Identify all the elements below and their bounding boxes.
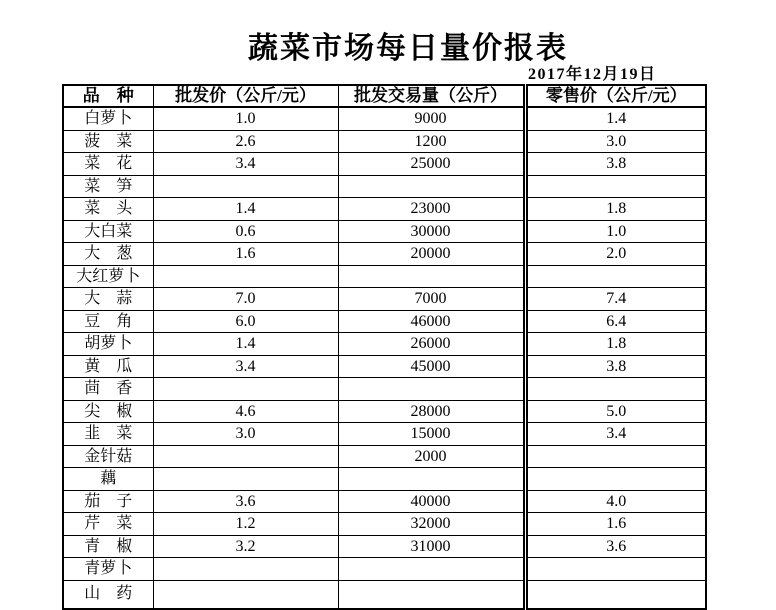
veg-name-cell: 青 椒 — [63, 535, 153, 558]
retail-price-cell: 3.6 — [525, 535, 706, 558]
volume-cell: 20000 — [338, 243, 525, 266]
retail-price-cell: 1.8 — [525, 333, 706, 356]
table-row — [63, 423, 706, 446]
table-row — [63, 175, 706, 198]
wholesale-price-cell: 6.0 — [153, 310, 338, 333]
col-header-retail-price: 零售价（公斤/元） — [525, 85, 706, 107]
retail-price-cell: 3.8 — [525, 355, 706, 378]
wholesale-price-cell: 1.4 — [153, 333, 338, 356]
table-row — [63, 243, 706, 266]
retail-price-cell: 7.4 — [525, 288, 706, 311]
table-row — [63, 265, 706, 288]
veg-name-cell: 黄 瓜 — [63, 355, 153, 378]
volume-cell: 23000 — [338, 198, 525, 221]
wholesale-price-cell: 3.6 — [153, 490, 338, 513]
volume-cell — [338, 580, 525, 609]
wholesale-price-cell — [153, 468, 338, 491]
col-header-variety: 品 种 — [63, 85, 153, 107]
header-row — [63, 85, 706, 107]
retail-price-cell — [525, 265, 706, 288]
retail-price-cell: 2.0 — [525, 243, 706, 266]
veg-name-cell: 韭 菜 — [63, 423, 153, 446]
volume-cell: 9000 — [338, 107, 525, 130]
volume-cell: 28000 — [338, 400, 525, 423]
wholesale-price-cell: 3.4 — [153, 355, 338, 378]
retail-price-cell: 3.4 — [525, 423, 706, 446]
retail-price-cell: 4.0 — [525, 490, 706, 513]
table-row — [63, 310, 706, 333]
table-row — [63, 107, 706, 130]
volume-cell: 30000 — [338, 220, 525, 243]
wholesale-price-cell — [153, 378, 338, 401]
volume-cell: 32000 — [338, 513, 525, 536]
retail-price-cell — [525, 468, 706, 491]
veg-name-cell: 茄 子 — [63, 490, 153, 513]
table-header — [63, 85, 706, 107]
veg-name-cell: 大 蒜 — [63, 288, 153, 311]
table-row — [63, 355, 706, 378]
price-table — [62, 84, 707, 610]
table-body — [63, 107, 706, 609]
retail-price-cell — [525, 558, 706, 581]
veg-name-cell: 白萝卜 — [63, 107, 153, 130]
col-header-wholesale-price: 批发价（公斤/元） — [153, 85, 338, 107]
table-row — [63, 490, 706, 513]
wholesale-price-cell: 0.6 — [153, 220, 338, 243]
veg-name-cell: 青萝卜 — [63, 558, 153, 581]
table-row — [63, 400, 706, 423]
table-row — [63, 580, 706, 609]
page-title: 蔬菜市场每日量价报表 — [248, 32, 568, 65]
wholesale-price-cell: 4.6 — [153, 400, 338, 423]
retail-price-cell — [525, 378, 706, 401]
retail-price-cell: 1.0 — [525, 220, 706, 243]
table-row — [63, 333, 706, 356]
retail-price-cell: 5.0 — [525, 400, 706, 423]
veg-name-cell: 菜 头 — [63, 198, 153, 221]
table-row — [63, 130, 706, 153]
volume-cell — [338, 378, 525, 401]
volume-cell — [338, 175, 525, 198]
retail-price-cell — [525, 175, 706, 198]
veg-name-cell: 菜 花 — [63, 153, 153, 176]
wholesale-price-cell: 3.2 — [153, 535, 338, 558]
wholesale-price-cell: 1.2 — [153, 513, 338, 536]
table-row — [63, 445, 706, 468]
wholesale-price-cell: 2.6 — [153, 130, 338, 153]
table-row — [63, 468, 706, 491]
volume-cell: 15000 — [338, 423, 525, 446]
table-row — [63, 535, 706, 558]
volume-cell: 7000 — [338, 288, 525, 311]
wholesale-price-cell — [153, 580, 338, 609]
wholesale-price-cell: 1.4 — [153, 198, 338, 221]
table-row — [63, 513, 706, 536]
volume-cell: 45000 — [338, 355, 525, 378]
wholesale-price-cell: 1.6 — [153, 243, 338, 266]
veg-name-cell: 尖 椒 — [63, 400, 153, 423]
table-row — [63, 558, 706, 581]
retail-price-cell: 6.4 — [525, 310, 706, 333]
retail-price-cell: 3.0 — [525, 130, 706, 153]
veg-name-cell: 大 葱 — [63, 243, 153, 266]
veg-name-cell: 胡萝卜 — [63, 333, 153, 356]
retail-price-cell: 3.8 — [525, 153, 706, 176]
report-date: 2017年12月19日 — [528, 66, 657, 83]
volume-cell: 25000 — [338, 153, 525, 176]
retail-price-cell: 1.8 — [525, 198, 706, 221]
retail-price-cell: 1.6 — [525, 513, 706, 536]
wholesale-price-cell: 3.4 — [153, 153, 338, 176]
veg-name-cell: 豆 角 — [63, 310, 153, 333]
volume-cell: 26000 — [338, 333, 525, 356]
volume-cell: 1200 — [338, 130, 525, 153]
retail-price-cell: 1.4 — [525, 107, 706, 130]
veg-name-cell: 大红萝卜 — [63, 265, 153, 288]
veg-name-cell: 菜 笋 — [63, 175, 153, 198]
veg-name-cell: 茴 香 — [63, 378, 153, 401]
table-row — [63, 288, 706, 311]
wholesale-price-cell — [153, 265, 338, 288]
wholesale-price-cell: 3.0 — [153, 423, 338, 446]
veg-name-cell: 金针菇 — [63, 445, 153, 468]
table-row — [63, 378, 706, 401]
col-header-volume: 批发交易量（公斤） — [338, 85, 525, 107]
retail-price-cell — [525, 580, 706, 609]
volume-cell: 40000 — [338, 490, 525, 513]
veg-name-cell: 藕 — [63, 468, 153, 491]
wholesale-price-cell — [153, 175, 338, 198]
table-row — [63, 198, 706, 221]
veg-name-cell: 山 药 — [63, 580, 153, 609]
wholesale-price-cell: 1.0 — [153, 107, 338, 130]
veg-name-cell: 大白菜 — [63, 220, 153, 243]
veg-name-cell: 芹 菜 — [63, 513, 153, 536]
wholesale-price-cell: 7.0 — [153, 288, 338, 311]
volume-cell — [338, 468, 525, 491]
wholesale-price-cell — [153, 445, 338, 468]
table-row — [63, 220, 706, 243]
retail-price-cell — [525, 445, 706, 468]
wholesale-price-cell — [153, 558, 338, 581]
volume-cell — [338, 558, 525, 581]
volume-cell — [338, 265, 525, 288]
volume-cell: 2000 — [338, 445, 525, 468]
veg-name-cell: 菠 菜 — [63, 130, 153, 153]
table-row — [63, 153, 706, 176]
volume-cell: 31000 — [338, 535, 525, 558]
volume-cell: 46000 — [338, 310, 525, 333]
